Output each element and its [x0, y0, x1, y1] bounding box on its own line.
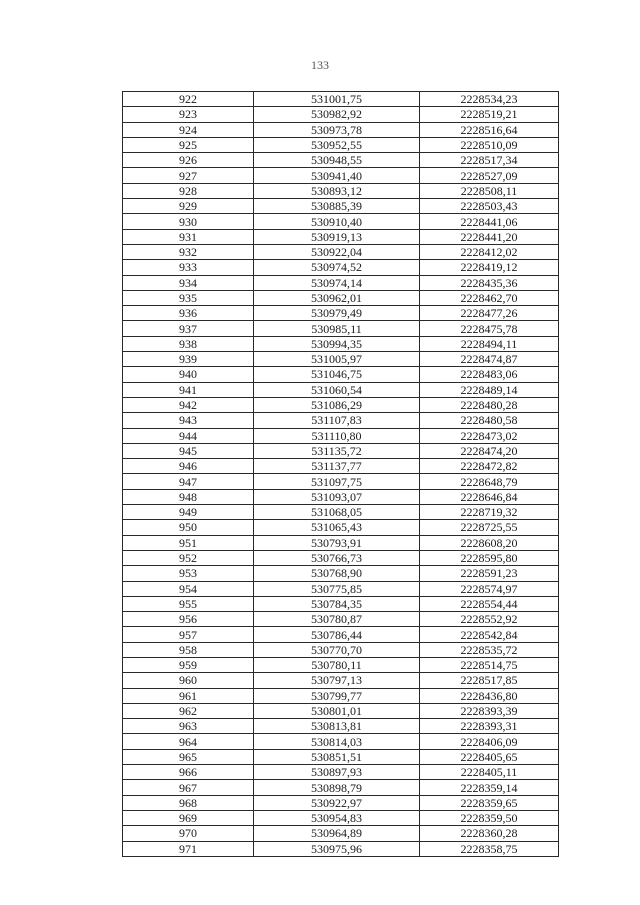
point-number-cell: 932 [123, 244, 254, 259]
table-row [123, 596, 559, 611]
coordinates-table-body [123, 92, 559, 857]
point-number-cell: 922 [123, 92, 254, 107]
x-coordinate-cell: 530910,40 [254, 214, 420, 229]
x-coordinate-cell: 531093,07 [254, 489, 420, 504]
point-number-cell: 964 [123, 734, 254, 749]
table-row [123, 397, 559, 412]
point-number-cell: 947 [123, 474, 254, 489]
table-row [123, 199, 559, 214]
point-number-cell: 963 [123, 719, 254, 734]
y-coordinate-cell: 2228483,06 [420, 367, 559, 382]
y-coordinate-cell: 2228477,26 [420, 306, 559, 321]
y-coordinate-cell: 2228441,20 [420, 229, 559, 244]
table-row [123, 505, 559, 520]
x-coordinate-cell: 531046,75 [254, 367, 420, 382]
point-number-cell: 957 [123, 627, 254, 642]
point-number-cell: 937 [123, 321, 254, 336]
x-coordinate-cell: 530994,35 [254, 336, 420, 351]
table-row [123, 122, 559, 137]
x-coordinate-cell: 531097,75 [254, 474, 420, 489]
point-number-cell: 927 [123, 168, 254, 183]
x-coordinate-cell: 531005,97 [254, 352, 420, 367]
y-coordinate-cell: 2228719,32 [420, 505, 559, 520]
x-coordinate-cell: 530793,91 [254, 535, 420, 550]
table-row [123, 107, 559, 122]
x-coordinate-cell: 530770,70 [254, 642, 420, 657]
x-coordinate-cell: 531107,83 [254, 413, 420, 428]
x-coordinate-cell: 530948,55 [254, 153, 420, 168]
y-coordinate-cell: 2228494,11 [420, 336, 559, 351]
x-coordinate-cell: 530885,39 [254, 199, 420, 214]
point-number-cell: 945 [123, 443, 254, 458]
table-row [123, 244, 559, 259]
table-row [123, 627, 559, 642]
table-row [123, 780, 559, 795]
point-number-cell: 950 [123, 520, 254, 535]
point-number-cell: 923 [123, 107, 254, 122]
x-coordinate-cell: 530768,90 [254, 566, 420, 581]
x-coordinate-cell: 530780,11 [254, 657, 420, 672]
table-row [123, 749, 559, 764]
table-row [123, 413, 559, 428]
point-number-cell: 952 [123, 550, 254, 565]
y-coordinate-cell: 2228725,55 [420, 520, 559, 535]
x-coordinate-cell: 530813,81 [254, 719, 420, 734]
x-coordinate-cell: 531135,72 [254, 443, 420, 458]
x-coordinate-cell: 530975,96 [254, 841, 420, 856]
table-row [123, 183, 559, 198]
x-coordinate-cell: 530985,11 [254, 321, 420, 336]
y-coordinate-cell: 2228359,50 [420, 810, 559, 825]
x-coordinate-cell: 530922,04 [254, 244, 420, 259]
y-coordinate-cell: 2228412,02 [420, 244, 559, 259]
table-row [123, 153, 559, 168]
table-row [123, 841, 559, 856]
table-row [123, 367, 559, 382]
point-number-cell: 967 [123, 780, 254, 795]
point-number-cell: 939 [123, 352, 254, 367]
table-row [123, 657, 559, 672]
point-number-cell: 934 [123, 275, 254, 290]
y-coordinate-cell: 2228552,92 [420, 612, 559, 627]
table-row [123, 428, 559, 443]
x-coordinate-cell: 531065,43 [254, 520, 420, 535]
table-row [123, 566, 559, 581]
y-coordinate-cell: 2228435,36 [420, 275, 559, 290]
x-coordinate-cell: 530784,35 [254, 596, 420, 611]
table-row [123, 520, 559, 535]
y-coordinate-cell: 2228510,09 [420, 137, 559, 152]
y-coordinate-cell: 2228646,84 [420, 489, 559, 504]
y-coordinate-cell: 2228595,80 [420, 550, 559, 565]
point-number-cell: 966 [123, 765, 254, 780]
y-coordinate-cell: 2228574,97 [420, 581, 559, 596]
table-row [123, 810, 559, 825]
y-coordinate-cell: 2228535,72 [420, 642, 559, 657]
x-coordinate-cell: 530893,12 [254, 183, 420, 198]
point-number-cell: 962 [123, 703, 254, 718]
point-number-cell: 946 [123, 459, 254, 474]
table-row [123, 137, 559, 152]
table-row [123, 489, 559, 504]
point-number-cell: 959 [123, 657, 254, 672]
coordinates-table [122, 91, 559, 857]
x-coordinate-cell: 530954,83 [254, 810, 420, 825]
y-coordinate-cell: 2228441,06 [420, 214, 559, 229]
y-coordinate-cell: 2228436,80 [420, 688, 559, 703]
point-number-cell: 958 [123, 642, 254, 657]
page-number: 133 [311, 58, 329, 72]
point-number-cell: 935 [123, 290, 254, 305]
x-coordinate-cell: 530780,87 [254, 612, 420, 627]
table-row [123, 443, 559, 458]
x-coordinate-cell: 531086,29 [254, 397, 420, 412]
y-coordinate-cell: 2228359,14 [420, 780, 559, 795]
point-number-cell: 968 [123, 795, 254, 810]
table-row [123, 214, 559, 229]
x-coordinate-cell: 530982,92 [254, 107, 420, 122]
point-number-cell: 928 [123, 183, 254, 198]
x-coordinate-cell: 530814,03 [254, 734, 420, 749]
y-coordinate-cell: 2228508,11 [420, 183, 559, 198]
x-coordinate-cell: 530919,13 [254, 229, 420, 244]
y-coordinate-cell: 2228489,14 [420, 382, 559, 397]
point-number-cell: 943 [123, 413, 254, 428]
y-coordinate-cell: 2228554,44 [420, 596, 559, 611]
y-coordinate-cell: 2228542,84 [420, 627, 559, 642]
y-coordinate-cell: 2228472,82 [420, 459, 559, 474]
table-row [123, 306, 559, 321]
x-coordinate-cell: 530801,01 [254, 703, 420, 718]
y-coordinate-cell: 2228359,65 [420, 795, 559, 810]
point-number-cell: 942 [123, 397, 254, 412]
y-coordinate-cell: 2228474,20 [420, 443, 559, 458]
table-row [123, 734, 559, 749]
x-coordinate-cell: 530952,55 [254, 137, 420, 152]
y-coordinate-cell: 2228480,58 [420, 413, 559, 428]
point-number-cell: 931 [123, 229, 254, 244]
y-coordinate-cell: 2228608,20 [420, 535, 559, 550]
point-number-cell: 971 [123, 841, 254, 856]
table-row [123, 321, 559, 336]
x-coordinate-cell: 530786,44 [254, 627, 420, 642]
point-number-cell: 924 [123, 122, 254, 137]
table-row [123, 535, 559, 550]
x-coordinate-cell: 530851,51 [254, 749, 420, 764]
table-row [123, 459, 559, 474]
x-coordinate-cell: 530799,77 [254, 688, 420, 703]
x-coordinate-cell: 530775,85 [254, 581, 420, 596]
y-coordinate-cell: 2228516,64 [420, 122, 559, 137]
point-number-cell: 960 [123, 673, 254, 688]
x-coordinate-cell: 530898,79 [254, 780, 420, 795]
y-coordinate-cell: 2228527,09 [420, 168, 559, 183]
y-coordinate-cell: 2228405,65 [420, 749, 559, 764]
table-row [123, 642, 559, 657]
table-row [123, 260, 559, 275]
point-number-cell: 955 [123, 596, 254, 611]
x-coordinate-cell: 530941,40 [254, 168, 420, 183]
point-number-cell: 940 [123, 367, 254, 382]
point-number-cell: 938 [123, 336, 254, 351]
table-row [123, 795, 559, 810]
x-coordinate-cell: 530979,49 [254, 306, 420, 321]
point-number-cell: 944 [123, 428, 254, 443]
point-number-cell: 941 [123, 382, 254, 397]
table-row [123, 550, 559, 565]
y-coordinate-cell: 2228393,39 [420, 703, 559, 718]
y-coordinate-cell: 2228360,28 [420, 826, 559, 841]
table-row [123, 673, 559, 688]
point-number-cell: 965 [123, 749, 254, 764]
x-coordinate-cell: 531068,05 [254, 505, 420, 520]
y-coordinate-cell: 2228419,12 [420, 260, 559, 275]
x-coordinate-cell: 530964,89 [254, 826, 420, 841]
point-number-cell: 930 [123, 214, 254, 229]
point-number-cell: 961 [123, 688, 254, 703]
point-number-cell: 951 [123, 535, 254, 550]
y-coordinate-cell: 2228480,28 [420, 397, 559, 412]
table-row [123, 275, 559, 290]
table-row [123, 581, 559, 596]
point-number-cell: 956 [123, 612, 254, 627]
table-row [123, 765, 559, 780]
y-coordinate-cell: 2228503,43 [420, 199, 559, 214]
y-coordinate-cell: 2228475,78 [420, 321, 559, 336]
table-row [123, 290, 559, 305]
x-coordinate-cell: 530962,01 [254, 290, 420, 305]
y-coordinate-cell: 2228534,23 [420, 92, 559, 107]
y-coordinate-cell: 2228473,02 [420, 428, 559, 443]
y-coordinate-cell: 2228519,21 [420, 107, 559, 122]
y-coordinate-cell: 2228405,11 [420, 765, 559, 780]
y-coordinate-cell: 2228358,75 [420, 841, 559, 856]
y-coordinate-cell: 2228514,75 [420, 657, 559, 672]
y-coordinate-cell: 2228517,85 [420, 673, 559, 688]
x-coordinate-cell: 531001,75 [254, 92, 420, 107]
point-number-cell: 953 [123, 566, 254, 581]
y-coordinate-cell: 2228648,79 [420, 474, 559, 489]
x-coordinate-cell: 530897,93 [254, 765, 420, 780]
table-row [123, 229, 559, 244]
point-number-cell: 926 [123, 153, 254, 168]
y-coordinate-cell: 2228393,31 [420, 719, 559, 734]
point-number-cell: 925 [123, 137, 254, 152]
point-number-cell: 929 [123, 199, 254, 214]
table-row [123, 719, 559, 734]
table-row [123, 612, 559, 627]
table-row [123, 474, 559, 489]
table-row [123, 168, 559, 183]
point-number-cell: 949 [123, 505, 254, 520]
table-row [123, 688, 559, 703]
y-coordinate-cell: 2228591,23 [420, 566, 559, 581]
x-coordinate-cell: 530973,78 [254, 122, 420, 137]
point-number-cell: 948 [123, 489, 254, 504]
x-coordinate-cell: 531110,80 [254, 428, 420, 443]
y-coordinate-cell: 2228406,09 [420, 734, 559, 749]
point-number-cell: 933 [123, 260, 254, 275]
x-coordinate-cell: 530922,97 [254, 795, 420, 810]
table-row [123, 92, 559, 107]
x-coordinate-cell: 530766,73 [254, 550, 420, 565]
table-row [123, 336, 559, 351]
point-number-cell: 970 [123, 826, 254, 841]
point-number-cell: 954 [123, 581, 254, 596]
x-coordinate-cell: 530797,13 [254, 673, 420, 688]
y-coordinate-cell: 2228462,70 [420, 290, 559, 305]
x-coordinate-cell: 531060,54 [254, 382, 420, 397]
table-row [123, 352, 559, 367]
point-number-cell: 936 [123, 306, 254, 321]
x-coordinate-cell: 530974,52 [254, 260, 420, 275]
x-coordinate-cell: 531137,77 [254, 459, 420, 474]
point-number-cell: 969 [123, 810, 254, 825]
x-coordinate-cell: 530974,14 [254, 275, 420, 290]
y-coordinate-cell: 2228517,34 [420, 153, 559, 168]
y-coordinate-cell: 2228474,87 [420, 352, 559, 367]
table-row [123, 382, 559, 397]
table-row [123, 703, 559, 718]
table-row [123, 826, 559, 841]
